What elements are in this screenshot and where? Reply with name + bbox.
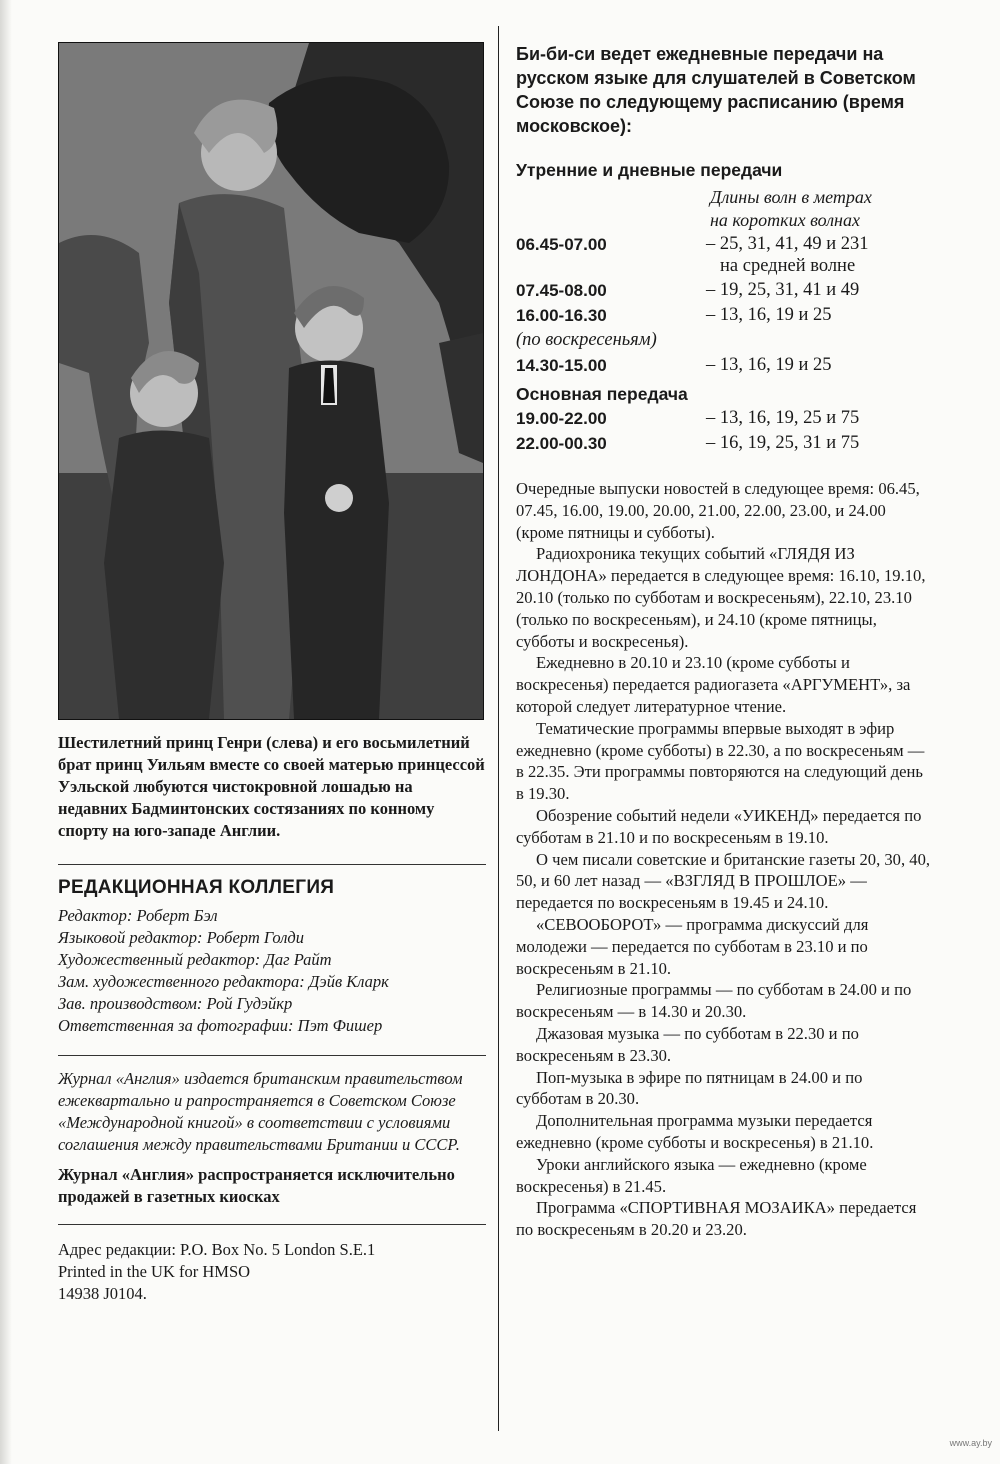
schedule-time: 19.00-22.00 — [516, 409, 607, 428]
schedule-intro: Би-би-си ведет ежедневные передачи на русском языке для слушателей в Советском Союзе по следующему расписанию (время московское): — [516, 44, 916, 136]
schedule-waves: – 13, 16, 19 и 25 — [706, 305, 832, 325]
photo-caption: Шестилетний принц Генри (слева) и его восьмилетний брат принц Уильям вместе со своей матерью принцессой Уэльской любуются чистокровной лошадью на недавних Бадминтонских состязаниях по конному спорту на юго-западе Англии. — [58, 733, 485, 840]
main-section-title: Основная передача — [516, 384, 688, 404]
schedule-row — [516, 431, 930, 456]
schedule-time: 06.45-07.00 — [516, 235, 607, 254]
page-edge — [0, 0, 12, 1464]
address-line: 14938 J0104. — [58, 1284, 147, 1303]
paragraph: Джазовая музыка — по субботам в 22.30 и по воскресеньям в 23.30. — [516, 1023, 859, 1065]
staff-line: Ответственная за фотографии: Пэт Фишер — [58, 1016, 383, 1035]
wavelength-header-line: Длины волн в метрах — [710, 187, 872, 207]
photo-prince-princess-horse-icon — [58, 42, 484, 720]
schedule-time: 07.45-08.00 — [516, 281, 607, 300]
morning-section-title: Утренние и дневные передачи — [516, 160, 783, 180]
schedule-row — [516, 232, 930, 257]
schedule-row — [516, 278, 930, 303]
right-column — [516, 42, 930, 1241]
schedule-row — [516, 303, 930, 328]
paragraph: Обозрение событий недели «УИКЕНД» передается по субботам в 21.10 и по воскресеньям в 19.10. — [516, 805, 922, 847]
left-column — [58, 42, 486, 1305]
paragraph: Радиохроника текущих событий «ГЛЯДЯ ИЗ ЛОНДОНА» передается в следующее время: 16.10, 19.10, 20.10 (только по субботам и воскресеньям), 22.10, 23.10 (только по воскресеньям), и 24.10 (кроме пятницы, субботы и воскресенья). — [516, 544, 926, 651]
program-descriptions — [516, 478, 930, 1241]
journal-publishing-note: Журнал «Англия» издается британским правительством ежеквартально и рапространяется в Советском Союзе «Международной книгой» в соответствии с условиями соглашения между правительствами Британии и СССР. — [58, 1069, 463, 1154]
schedule-time: 22.00-00.30 — [516, 434, 607, 453]
staff-line: Языковой редактор: Роберт Голди — [58, 928, 305, 947]
divider-rule — [58, 1224, 486, 1225]
sunday-label: (по воскресеньям) — [516, 330, 657, 350]
schedule-waves: – 25, 31, 41, 49 и 231 — [706, 234, 869, 254]
schedule-row — [516, 353, 930, 378]
paragraph: О чем писали советские и британские газеты 20, 30, 40, 50, и 60 лет назад — «ВЗГЛЯД В ПРОШЛОЕ» — передается по воскресеньям в 19.45 и 24.10. — [516, 849, 931, 913]
address-line: Printed in the UK for HMSO — [58, 1262, 251, 1281]
paragraph: Религиозные программы — по субботам в 24.00 и по воскресеньям — в 14.30 и 20.30. — [516, 980, 912, 1022]
paragraph: Уроки английского языка — ежедневно (кроме воскресенья) в 21.45. — [516, 1154, 867, 1196]
schedule-time: 16.00-16.30 — [516, 306, 607, 325]
divider-rule — [58, 864, 486, 865]
paragraph: Программа «СПОРТИВНАЯ МОЗАИКА» передается по воскресеньям в 20.20 и 23.20. — [516, 1198, 917, 1240]
schedule-waves: – 13, 16, 19, 25 и 75 — [706, 408, 860, 428]
paragraph: Дополнительная программа музыки передается ежедневно (кроме субботы и воскресенья) в 21.10. — [516, 1111, 874, 1152]
watermark: www.ay.by — [949, 1438, 992, 1448]
journal-sale-note: Журнал «Англия» распространяется исключительно продажей в газетных киосках — [58, 1165, 455, 1206]
schedule-waves: – 16, 19, 25, 31 и 75 — [706, 433, 860, 453]
wavelength-header — [710, 186, 930, 232]
staff-line: Зам. художественного редактора: Дэйв Кларк — [58, 972, 389, 991]
editorial-staff-list — [58, 905, 486, 1037]
schedule-time: 14.30-15.00 — [516, 356, 607, 375]
schedule-waves: – 19, 25, 31, 41 и 49 — [706, 280, 860, 300]
paragraph: Тематические программы впервые выходят в эфир ежедневно (кроме субботы) в 22.30, а по воскресеньям — в 22.35. Эти программы повторяются на следующий день в 19.30. — [516, 718, 925, 804]
staff-line: Художественный редактор: Даг Райт — [58, 950, 332, 969]
schedule-waves: – 13, 16, 19 и 25 — [706, 355, 832, 375]
schedule-row — [516, 406, 930, 431]
schedule-note: на средней волне — [720, 256, 856, 276]
paragraph: Очередные выпуски новостей в следующее время: 06.45, 07.45, 16.00, 19.00, 20.00, 21.00, 22.00, 23.00, и 24.00 (кроме пятницы и субботы). — [516, 479, 920, 542]
paragraph: «СЕВООБОРОТ» — программа дискуссий для молодежи — передается по субботам в 23.10 и по воскресеньям в 21.10. — [516, 914, 869, 978]
staff-line: Редактор: Роберт Бэл — [58, 906, 218, 925]
staff-line: Зав. производством: Рой Гудэйкр — [58, 994, 293, 1013]
address-line: Адрес редакции: P.O. Box No. 5 London S.E.1 — [58, 1240, 376, 1259]
paragraph: Поп-музыка в эфире по пятницам в 24.00 и по субботам в 20.30. — [516, 1067, 863, 1109]
paragraph: Ежедневно в 20.10 и 23.10 (кроме субботы и воскресенья) передается радиогазета «АРГУМЕНТ», за которой следует литературное чтение. — [516, 653, 911, 716]
editorial-board-title: РЕДАКЦИОННАЯ КОЛЛЕГИЯ — [58, 877, 335, 898]
wavelength-header-line: на коротких волнах — [710, 210, 860, 230]
editorial-address — [58, 1239, 486, 1305]
column-divider — [498, 26, 499, 1431]
divider-rule — [58, 1055, 486, 1056]
